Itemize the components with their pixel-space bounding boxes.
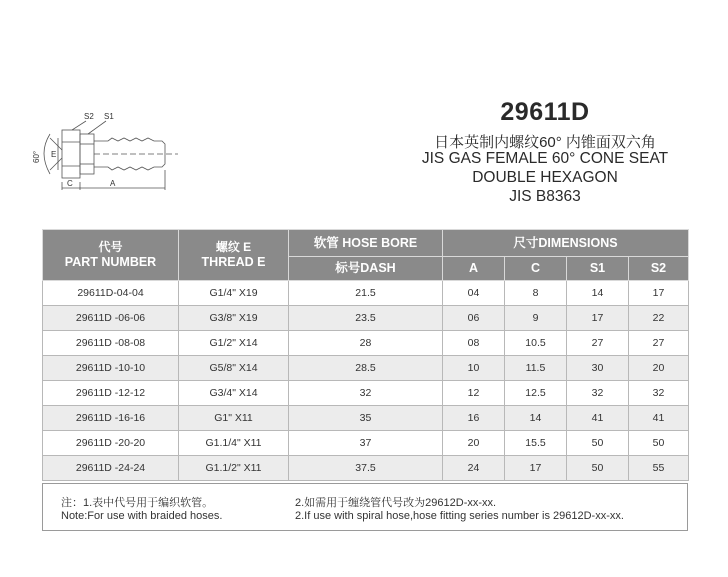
a-label: A xyxy=(110,179,116,188)
col-hose-bore: 软管 HOSE BORE xyxy=(289,230,443,257)
c-label: C xyxy=(67,179,73,188)
spec-table xyxy=(42,229,689,481)
cone-line-top xyxy=(50,138,62,150)
table-row: 29611D -24-24 G1.1/2" X11 37.5 24 17 50 55 xyxy=(43,456,689,481)
table-row: 29611D-04-04 G1/4" X19 21.5 04 8 14 17 xyxy=(43,281,689,306)
subtitle-cn: 日本英制内螺纹60° 内锥面双六角 xyxy=(434,134,656,151)
table-row: 29611D -10-10 G5/8" X14 28.5 10 11.5 30 20 xyxy=(43,356,689,381)
angle-label: 60° xyxy=(32,150,41,163)
nut-hex-inner xyxy=(80,134,94,174)
product-title: 29611D xyxy=(500,98,590,126)
col-dash: 标号DASH xyxy=(289,257,443,281)
angle-arc xyxy=(44,134,50,174)
s2-leader xyxy=(72,121,86,130)
table-row: 29611D -12-12 G3/4" X14 32 12 12.5 32 32 xyxy=(43,381,689,406)
col-c: C xyxy=(505,257,567,281)
notes-box xyxy=(42,483,688,531)
s2-label: S2 xyxy=(84,112,94,121)
cone-line-bottom xyxy=(50,158,62,170)
e-label: E xyxy=(51,150,57,159)
standard-code: JIS B8363 xyxy=(509,188,581,205)
col-thread: 螺纹 E THREAD E xyxy=(179,230,289,281)
table-row: 29611D -16-16 G1" X11 35 16 14 41 41 xyxy=(43,406,689,431)
table-row: 29611D -08-08 G1/2" X14 28 08 10.5 27 27 xyxy=(43,331,689,356)
col-a: A xyxy=(443,257,505,281)
note-1-cn: 注：1.表中代号用于编织软管。 xyxy=(61,497,214,509)
s1-leader xyxy=(88,121,106,134)
table-row: 29611D -06-06 G3/8" X19 23.5 06 9 17 22 xyxy=(43,306,689,331)
nut-hex-outer xyxy=(62,130,80,178)
subtitle-en-line2: DOUBLE HEXAGON xyxy=(472,169,618,186)
note-2-en: 2.If use with spiral hose,hose fitting series number is 29612D-xx-xx. xyxy=(295,510,624,522)
s1-label: S1 xyxy=(104,112,114,121)
col-dimensions: 尺寸DIMENSIONS xyxy=(443,230,689,257)
col-s1: S1 xyxy=(567,257,629,281)
note-2-cn: 2.如需用于缠绕管代号改为29612D-xx-xx. xyxy=(295,497,497,509)
col-part-number: 代号 PART NUMBER xyxy=(43,230,179,281)
table-row: 29611D -20-20 G1.1/4" X11 37 20 15.5 50 50 xyxy=(43,431,689,456)
note-1-en: Note:For use with braided hoses. xyxy=(61,510,223,522)
subtitle-en-line1: JIS GAS FEMALE 60° CONE SEAT xyxy=(421,150,669,167)
col-s2: S2 xyxy=(629,257,689,281)
fitting-diagram xyxy=(28,108,228,198)
